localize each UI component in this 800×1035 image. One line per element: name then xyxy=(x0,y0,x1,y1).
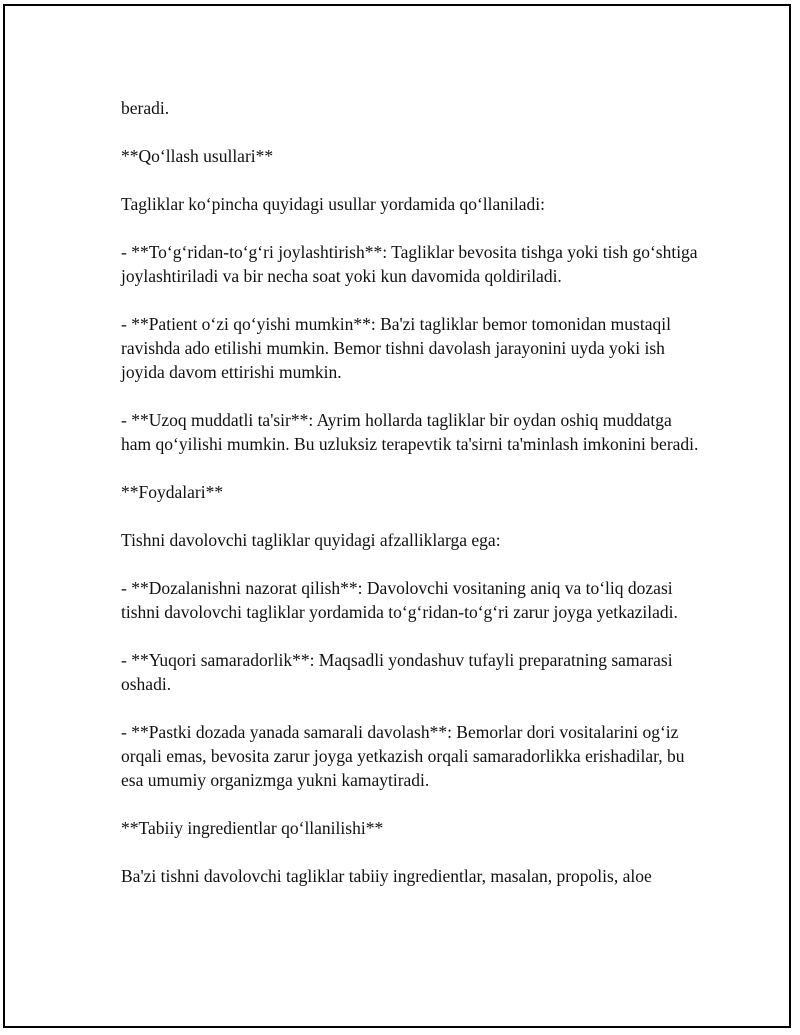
document-body xyxy=(121,96,701,912)
list-item-long-term-effect: - **Uzoq muddatli ta'sir**: Ayrim hollarda tagliklar bir oydan oshiq muddatga ham qo‘yilishi mumkin. Bu uzluksiz terapevtik ta'sirni ta'minlash imkonini beradi. xyxy=(121,410,699,454)
paragraph-natural-ingredients: Ba'zi tishni davolovchi tagliklar tabiiy ingredientlar, masalan, propolis, aloe xyxy=(121,866,652,886)
paragraph-benefits-intro: Tishni davolovchi tagliklar quyidagi afzalliklarga ega: xyxy=(121,530,501,550)
heading-application-methods: **Qo‘llash usullari** xyxy=(121,146,274,166)
heading-benefits: **Foydalari** xyxy=(121,482,224,502)
list-item-high-efficiency: - **Yuqori samaradorlik**: Maqsadli yondashuv tufayli preparatning samarasi oshadi. xyxy=(121,650,673,694)
paragraph-methods-intro: Tagliklar ko‘pincha quyidagi usullar yordamida qo‘llaniladi: xyxy=(121,194,546,214)
list-item-direct-placement: - **To‘g‘ridan-to‘g‘ri joylashtirish**: Tagliklar bevosita tishga yoki tish go‘shtiga joylashtiriladi va bir necha soat yoki kun davomida qoldiriladi. xyxy=(121,242,698,286)
document-page xyxy=(3,4,791,1028)
paragraph-continuation: beradi. xyxy=(121,98,170,118)
list-item-self-application: - **Patient o‘zi qo‘yishi mumkin**: Ba'zi tagliklar bemor tomonidan mustaqil ravishda ado etilishi mumkin. Bemor tishni davolash jarayonini uyda yoki ish joyida davom ettirishi mumkin. xyxy=(121,314,671,382)
list-item-dose-control: - **Dozalanishni nazorat qilish**: Davolovchi vositaning aniq va to‘liq dozasi tishni davolovchi tagliklar yordamida to‘g‘ridan-to‘g‘ri zarur joyga yetkaziladi. xyxy=(121,578,678,622)
heading-natural-ingredients: **Tabiiy ingredientlar qo‘llanilishi** xyxy=(121,818,384,838)
list-item-lower-dose: - **Pastki dozada yanada samarali davolash**: Bemorlar dori vositalarini og‘iz orqali emas, bevosita zarur joyga yetkazish orqali samaradorlikka erishadilar, bu esa umumiy organizmga yukni kamaytiradi. xyxy=(121,722,685,790)
